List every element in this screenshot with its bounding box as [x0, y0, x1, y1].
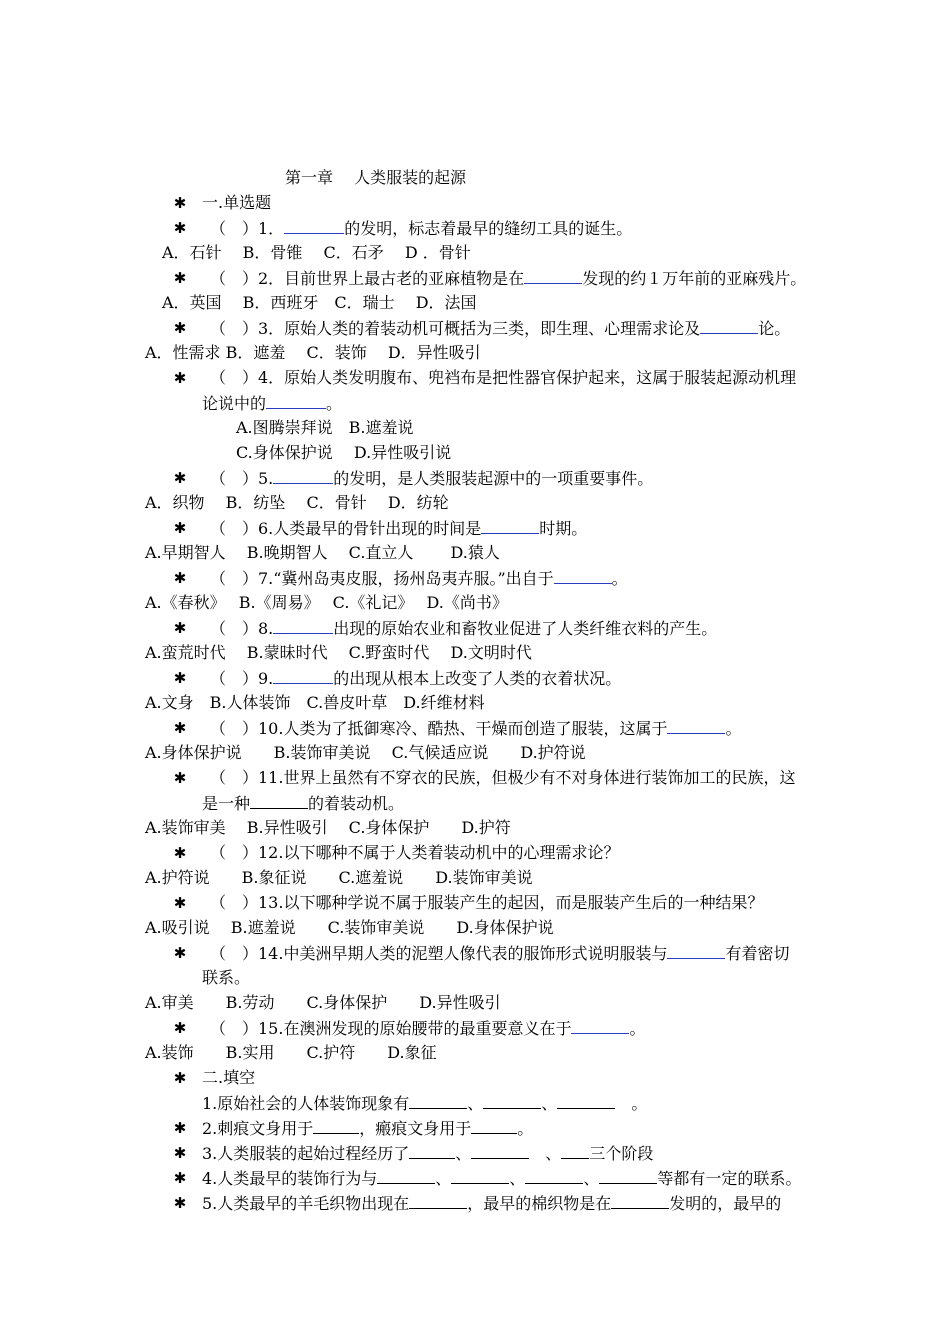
answer-blank[interactable] [471, 1116, 517, 1134]
asterisk-bullet-icon: ✱ [173, 469, 187, 487]
asterisk-bullet-icon: ✱ [173, 219, 187, 237]
answer-blank[interactable] [250, 791, 308, 809]
question-12: （ ）12.以下哪种不属于人类着装动机中的心理需求论？ [210, 843, 620, 862]
question-1: （ ）1． 的发明，标志着最早的缝纫工具的诞生。 [210, 216, 632, 241]
options-7: A.《春秋》 B.《周易》 C.《礼记》 D.《尚书》 [145, 593, 508, 612]
answer-blank[interactable] [483, 1091, 541, 1109]
asterisk-bullet-icon: ✱ [173, 769, 187, 787]
question-8: （ ）8. 出现的原始农业和畜牧业促进了人类纤维衣料的产生。 [210, 616, 717, 641]
section-heading: 一.单选题 [202, 193, 272, 212]
asterisk-bullet-icon: ✱ [173, 844, 187, 862]
answer-blank[interactable] [524, 266, 582, 284]
question-14: （ ）14.中美洲早期人类的泥塑人像代表的服饰形式说明服装与 有着密切 [210, 941, 789, 966]
question-6: （ ）6.人类最早的骨针出现的时间是 时期。 [210, 516, 587, 541]
asterisk-bullet-icon: ✱ [173, 1194, 187, 1212]
asterisk-bullet-icon: ✱ [173, 1069, 187, 1087]
options-14: A.审美 B.劳动 C.身体保护 D.异性吸引 [145, 993, 501, 1012]
answer-blank[interactable] [557, 1091, 615, 1109]
asterisk-bullet-icon: ✱ [173, 669, 187, 687]
asterisk-bullet-icon: ✱ [173, 519, 187, 537]
options-2: A．英国 B．西班牙 C．瑞士 D．法国 [162, 293, 477, 312]
answer-blank[interactable] [481, 516, 539, 534]
question-15: （ ）15.在澳洲发现的原始腰带的最重要意义在于 。 [210, 1016, 645, 1041]
answer-blank[interactable] [409, 1141, 455, 1159]
question-9: （ ）9. 的出现从根本上改变了人类的衣着状况。 [210, 666, 621, 691]
answer-blank[interactable] [611, 1191, 669, 1209]
options-9: A.文身 B.人体装饰 C.兽皮叶草 D.纤维材料 [145, 693, 485, 712]
question-7: （ ）7.“冀州岛夷皮服，扬州岛夷卉服。”出自于 。 [210, 566, 628, 591]
asterisk-bullet-icon: ✱ [173, 944, 187, 962]
question-5: （ ）5. 的发明，是人类服装起源中的一项重要事件。 [210, 466, 653, 491]
answer-blank[interactable] [700, 316, 758, 334]
answer-blank[interactable] [409, 1191, 467, 1209]
asterisk-bullet-icon: ✱ [173, 269, 187, 287]
question-4: （ ）4．原始人类发明腹布、兜裆布是把性器官保护起来，这属于服装起源动机理 [210, 368, 797, 387]
asterisk-bullet-icon: ✱ [173, 194, 187, 212]
answer-blank[interactable] [284, 216, 344, 234]
asterisk-bullet-icon: ✱ [173, 1019, 187, 1037]
options-4a: A.图腾崇拜说 B.遮羞说 [236, 418, 414, 437]
options-3: A．性需求 B．遮羞 C．装饰 D．异性吸引 [145, 343, 481, 362]
fill-3: 3.人类服装的起始过程经历了 、 、 三个阶段 [202, 1141, 653, 1166]
asterisk-bullet-icon: ✱ [173, 319, 187, 337]
answer-blank[interactable] [273, 466, 333, 484]
answer-blank[interactable] [273, 666, 333, 684]
asterisk-bullet-icon: ✱ [173, 619, 187, 637]
asterisk-bullet-icon: ✱ [173, 894, 187, 912]
answer-blank[interactable] [554, 566, 612, 584]
options-12: A.护符说 B.象征说 C.遮羞说 D.装饰审美说 [145, 868, 533, 887]
asterisk-bullet-icon: ✱ [173, 719, 187, 737]
question-4-cont: 论说中的 。 [202, 391, 342, 416]
fill-5: 5.人类最早的羊毛织物出现在 ，最早的棉织物是在 发明的，最早的 [202, 1191, 781, 1216]
question-10: （ ）10.人类为了抵御寒冷、酷热、干燥而创造了服装，这属于 。 [210, 716, 741, 741]
answer-blank[interactable] [561, 1141, 589, 1159]
fill-1: 1.原始社会的人体装饰现象有 、 、 。 [202, 1091, 647, 1116]
section-heading: 二.填空 [202, 1068, 256, 1087]
answer-blank[interactable] [266, 391, 326, 409]
options-11: A.装饰审美 B.异性吸引 C.身体保护 D.护符 [145, 818, 511, 837]
options-15: A.装饰 B.实用 C.护符 D.象征 [145, 1043, 437, 1062]
question-3: （ ）3．原始人类的着装动机可概括为三类，即生理、心理需求论及 论。 [210, 316, 790, 341]
fill-2: 2.刺痕文身用于 ，瘢痕文身用于 。 [202, 1116, 533, 1141]
answer-blank[interactable] [377, 1166, 435, 1184]
answer-blank[interactable] [571, 1016, 629, 1034]
asterisk-bullet-icon: ✱ [173, 1144, 187, 1162]
options-4b: C.身体保护说 D.异性吸引说 [236, 443, 452, 462]
options-1: A．石针 B．骨锥 C．石矛 D ．骨针 [162, 243, 471, 262]
page-title: 第一章 人类服装的起源 [285, 168, 467, 187]
answer-blank[interactable] [409, 1091, 467, 1109]
question-13: （ ）13.以下哪种学说不属于服装产生的起因，而是服装产生后的一种结果？ [210, 893, 764, 912]
answer-blank[interactable] [599, 1166, 657, 1184]
options-6: A.早期智人 B.晚期智人 C.直立人 D.猿人 [145, 543, 500, 562]
question-2: （ ）2．目前世界上最古老的亚麻植物是在 发现的约１万年前的亚麻残片。 [210, 266, 806, 291]
asterisk-bullet-icon: ✱ [173, 1119, 187, 1137]
options-5: A．织物 B．纺坠 C．骨针 D．纺轮 [145, 493, 449, 512]
asterisk-bullet-icon: ✱ [173, 1169, 187, 1187]
asterisk-bullet-icon: ✱ [173, 369, 187, 387]
answer-blank[interactable] [667, 941, 725, 959]
answer-blank[interactable] [471, 1141, 529, 1159]
answer-blank[interactable] [313, 1116, 359, 1134]
question-14-cont: 联系。 [202, 968, 251, 987]
options-10: A.身体保护说 B.装饰审美说 C.气候适应说 D.护符说 [145, 743, 586, 762]
question-11-cont: 是一种 的着装动机。 [202, 791, 404, 816]
answer-blank[interactable] [451, 1166, 509, 1184]
answer-blank[interactable] [525, 1166, 583, 1184]
asterisk-bullet-icon: ✱ [173, 569, 187, 587]
fill-4: 4.人类最早的装饰行为与 、 、 、 等都有一定的联系。 [202, 1166, 801, 1191]
question-11: （ ）11.世界上虽然有不穿衣的民族，但极少有不对身体进行装饰加工的民族，这 [210, 768, 796, 787]
options-13: A.吸引说 B.遮羞说 C.装饰审美说 D.身体保护说 [145, 918, 554, 937]
options-8: A.蛮荒时代 B.蒙昧时代 C.野蛮时代 D.文明时代 [145, 643, 532, 662]
answer-blank[interactable] [667, 716, 725, 734]
answer-blank[interactable] [273, 616, 333, 634]
